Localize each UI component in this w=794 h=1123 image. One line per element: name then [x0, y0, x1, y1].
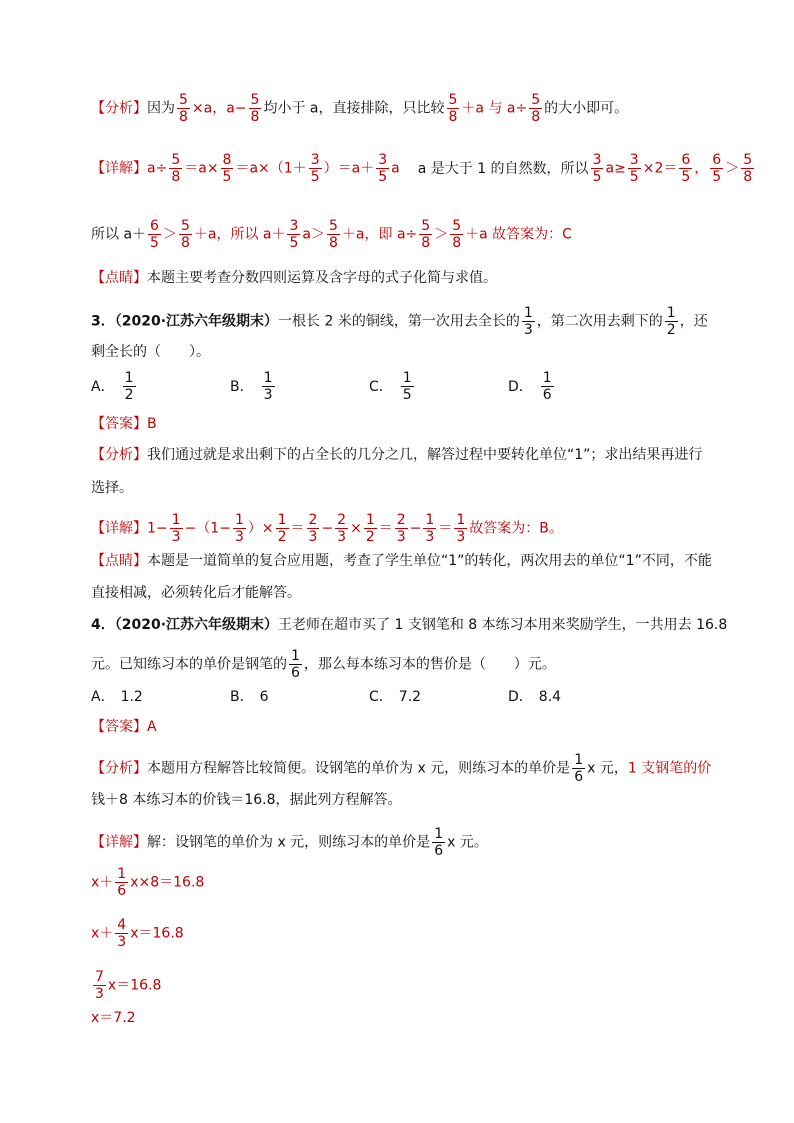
q4-equation-1: x＋ $\frac{1}{6}$ x×8＝16.8 — [91, 866, 205, 899]
p2-analysis: 【分析】因为 $\frac{5}{8}$ ×a，a− $\frac{5}{8}$ 均小于 a，直接排除，只比较 $\frac{5}{8}$ ＋a 与 a÷ $\frac{5}{8}$ 的大小即可。 — [91, 92, 629, 125]
q4-option-c: C． 7.2 — [369, 689, 422, 705]
answer-tag: 【答案】 — [91, 416, 147, 432]
q3-key-point-line1: 【点睛】本题是一道简单的复合应用题，考查了学生单位“1”的转化，两次用去的单位“1”不同，不能 — [91, 553, 712, 569]
detail-tag: 【详解】 — [91, 160, 147, 177]
detail-tag: 【详解】 — [91, 520, 147, 537]
p2-detail-2: 所以 a＋ $\frac{6}{5}$ ＞ $\frac{5}{8}$ ＋a，所以 a＋ $\frac{3}{5}$ a＞ $\frac{5}{8}$ ＋a，即 a÷ $\frac{5}{8}$ ＞ $\frac{5}{8}$ ＋a 故答案为：C — [91, 218, 572, 251]
q3-option-d: D． $\frac{1}{6}$ — [508, 370, 552, 403]
q3-option-c: C． $\frac{1}{5}$ — [369, 370, 412, 403]
key-point-tag: 【点睛】 — [91, 553, 147, 569]
fraction: $\frac{5}{8}$ — [448, 92, 458, 125]
q4-equation-2: x＋ $\frac{4}{3}$ x＝16.8 — [91, 917, 184, 950]
q3-stem-line1: 3．（2020·江苏六年级期末）一根长 2 米的铜线，第一次用去全长的 $\frac{1}{3}$ ，第二次用去剩下的 $\frac{1}{2}$ ，还 — [91, 305, 708, 338]
q4-stem-line1: 4．（2020·江苏六年级期末）王老师在超市买了 1 支钢笔和 8 本练习本用来奖励学生，一共用去 16.8 — [91, 617, 728, 633]
fraction: $\frac{5}{8}$ — [250, 92, 260, 125]
q4-equation-3: $\frac{7}{3}$ x＝16.8 — [95, 969, 162, 1002]
p2-detail-1: 【详解】a÷ $\frac{5}{8}$ ＝a× $\frac{8}{5}$ ＝a×（1＋ $\frac{3}{5}$ ）＝a＋ $\frac{3}{5}$ a a 是大于 1 的自然数，所以 $\frac{3}{5}$ a≥ $\frac{3}{5}$ ×2＝ $\frac{6}{5}$ ， $\frac{6}{5}$ ＞ $\frac{5}{8}$ — [91, 152, 753, 185]
q3-key-point-line2: 直接相减，必须转化后才能解答。 — [91, 585, 301, 601]
question-number: 4． — [91, 617, 115, 633]
q4-option-d: D． 8.4 — [508, 689, 562, 705]
q3-analysis-line2: 选择。 — [91, 480, 133, 496]
fraction: $\frac{5}{8}$ — [179, 92, 188, 125]
q4-analysis-line2: 钱＋8 本练习本的价钱＝16.8，据此列方程解答。 — [91, 792, 402, 808]
q4-answer: 【答案】A — [91, 719, 157, 735]
q3-stem-line2: 剩全长的（ ）。 — [91, 344, 210, 360]
question-source: （2020·江苏六年级期末） — [114, 617, 279, 633]
q4-analysis-line1: 【分析】本题用方程解答比较简便。设钢笔的单价为 x 元，则练习本的单价是 $\frac{1}{6}$ x 元，1 支钢笔的价 — [91, 752, 712, 785]
p2-key-point: 【点睛】本题主要考查分数四则运算及含字母的式子化简与求值。 — [91, 270, 497, 286]
q4-equation-4: x＝7.2 — [91, 1010, 136, 1026]
q4-option-a: A． 1.2 — [91, 689, 143, 705]
key-point-tag: 【点睛】 — [91, 270, 147, 286]
analysis-tag: 【分析】 — [91, 760, 147, 777]
fraction: $\frac{5}{8}$ — [531, 92, 541, 125]
q4-detail-line1: 【详解】解：设钢笔的单价为 x 元，则练习本的单价是 $\frac{1}{6}$ x 元。 — [91, 826, 488, 859]
q4-stem-line2: 元。已知练习本的单价是钢笔的 $\frac{1}{6}$ ，那么每本练习本的售价是（ ）元。 — [91, 648, 556, 681]
analysis-tag: 【分析】 — [91, 447, 147, 463]
question-number: 3． — [91, 313, 115, 330]
q4-option-b: B． 6 — [230, 689, 269, 705]
analysis-tag: 【分析】 — [91, 100, 147, 117]
answer-tag: 【答案】 — [91, 719, 147, 735]
q3-detail: 【详解】1− $\frac{1}{3}$ −（1− $\frac{1}{3}$ ）× $\frac{1}{2}$ ＝ $\frac{2}{3}$ − $\frac{2}{3}$ × $\frac{1}{2}$ ＝ $\frac{2}{3}$ − $\frac{1}{3}$ ＝ $\frac{1}{3}$ 故答案为：B。 — [91, 512, 563, 545]
q3-option-b: B． $\frac{1}{3}$ — [230, 370, 273, 403]
question-source: （2020·江苏六年级期末） — [114, 313, 279, 330]
q3-analysis-line1: 【分析】我们通过就是求出剩下的占全长的几分之几，解答过程中要转化单位“1”；求出结果再进行 — [91, 447, 703, 463]
q3-option-a: A． $\frac{1}{2}$ — [91, 370, 134, 403]
detail-tag: 【详解】 — [91, 834, 147, 851]
q3-answer: 【答案】B — [91, 416, 157, 432]
